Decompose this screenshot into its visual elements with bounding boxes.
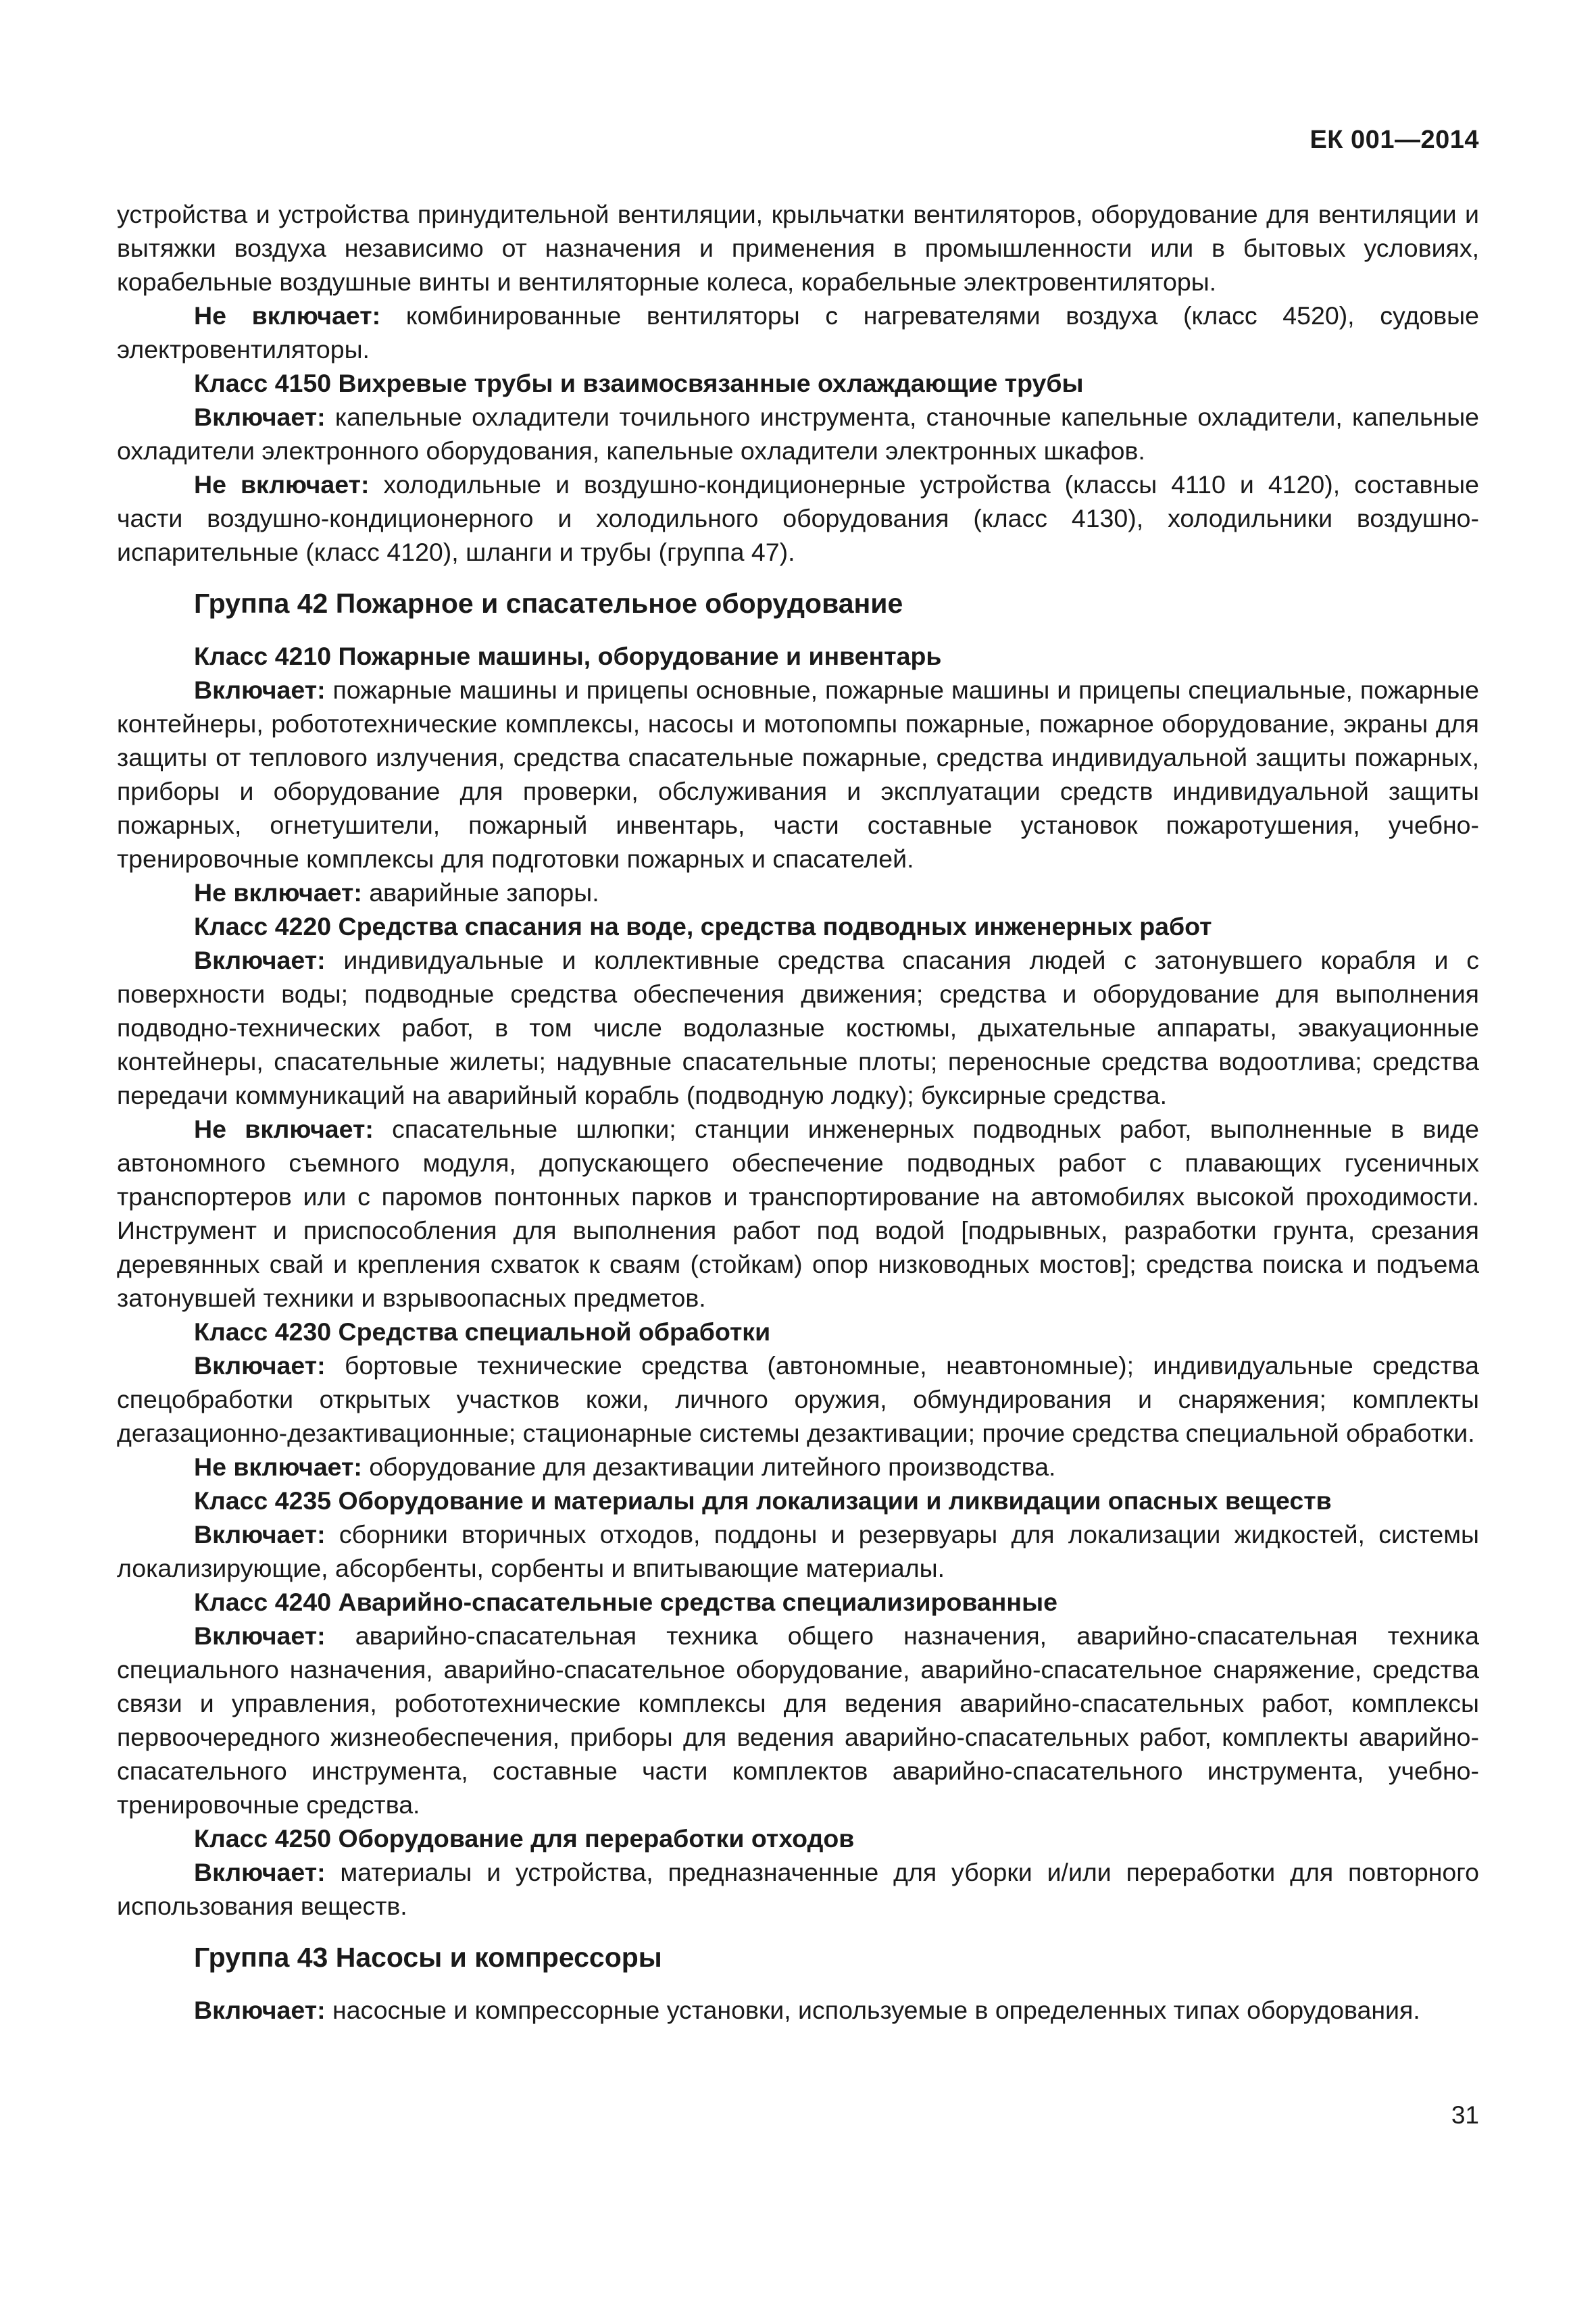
class-heading-4250: Класс 4250 Оборудование для переработки отходов (194, 1824, 855, 1853)
includes-paragraph (117, 1619, 1479, 1821)
includes-label: Включает: (194, 1520, 326, 1549)
includes-label: Включает: (194, 1996, 326, 2024)
excludes-label: Не включает: (194, 1453, 362, 1481)
includes-label: Включает: (194, 1858, 326, 1886)
page-number: 31 (1451, 2101, 1479, 2129)
includes-paragraph (117, 400, 1479, 468)
excludes-label: Не включает: (194, 301, 381, 330)
includes-label: Включает: (194, 676, 326, 704)
paragraph: устройства и устройства принудительной вентиляции, крыльчатки вентиляторов, оборудование для вентиляции и вытяжки воздуха независимо от назначения и применения в промышленности или в бытовых условиях, корабельные воздушные винты и вентиляторные колеса, корабельные электровентиляторы. (117, 200, 1479, 296)
includes-label: Включает: (194, 1351, 326, 1380)
excludes-paragraph (117, 1450, 1479, 1484)
class-heading-4235: Класс 4235 Оборудование и материалы для локализации и ликвидации опасных веществ (194, 1486, 1332, 1515)
paragraph-text: холодильные и воздушно-кондиционерные устройства (классы 4110 и 4120), составные части воздушно-кондиционерного и холодильного оборудования (класс 4130), холодильники воздушно-испарительные (класс 4120), шланги и трубы (группа 47). (117, 470, 1479, 566)
paragraph-text: комбинированные вентиляторы с нагревателями воздуха (класс 4520), судовые электровентиляторы. (117, 301, 1479, 363)
paragraph-text: капельные охладители точильного инструмента, станочные капельные охладители, капельные охладители электронного оборудования, капельные охладители электронных шкафов. (117, 403, 1479, 465)
includes-paragraph (117, 1855, 1479, 1923)
excludes-label: Не включает: (194, 470, 370, 499)
excludes-paragraph (117, 876, 1479, 909)
document-body (117, 197, 1479, 2027)
includes-paragraph (117, 673, 1479, 876)
group-heading-43: Группа 43 Насосы и компрессоры (194, 1942, 662, 1973)
excludes-paragraph (117, 299, 1479, 366)
class-heading-4210: Класс 4210 Пожарные машины, оборудование и инвентарь (194, 642, 942, 670)
document-code: ЕК 001—2014 (1310, 126, 1479, 154)
includes-paragraph (117, 1993, 1479, 2027)
includes-label: Включает: (194, 403, 326, 431)
group-heading-42: Группа 42 Пожарное и спасательное оборудование (194, 588, 903, 619)
excludes-label: Не включает: (194, 1115, 374, 1143)
paragraph-text: бортовые технические средства (автономные, неавтономные); индивидуальные средства спецобработки открытых участков кожи, личного оружия, обмундирования и снаряжения; комплекты дегазационно-дезактивационные; стационарные системы дезактивации; прочие средства специальной обработки. (117, 1351, 1479, 1447)
includes-paragraph (117, 943, 1479, 1112)
paragraph-text: аварийно-спасательная техника общего назначения, аварийно-спасательная техника специального назначения, аварийно-спасательное оборудование, аварийно-спасательное снаряжение, средства связи и управления, робототехнические комплексы для ведения аварийно-спасательных работ, комплексы первоочередного жизнеобеспечения, приборы для ведения аварийно-спасательных работ, комплекты аварийно-спасательного инструмента, составные части комплектов аварийно-спасательного инструмента, учебно-тренировочные средства. (117, 1621, 1479, 1819)
paragraph-text: насосные и компрессорные установки, используемые в определенных типах оборудования. (325, 1996, 1420, 2024)
excludes-label: Не включает: (194, 878, 362, 907)
paragraph-text: аварийные запоры. (361, 878, 599, 907)
paragraph-text: индивидуальные и коллективные средства спасания людей с затонувшего корабля и с поверхности воды; подводные средства обеспечения движения; средства и оборудование для выполнения подводно-технических работ, в том числе водолазные костюмы, дыхательные аппараты, эвакуационные контейнеры, спасательные жилеты; надувные спасательные плоты; переносные средства водоотлива; средства передачи коммуникаций на аварийный корабль (подводную лодку); буксирные средства. (117, 946, 1479, 1109)
paragraph-text: спасательные шлюпки; станции инженерных подводных работ, выполненные в виде автономного съемного модуля, допускающего обеспечение подводных работ с плавающих гусеничных транспортеров или с паромов понтонных парков и транспортирование на автомобилях высокой проходимости. Инструмент и приспособления для выполнения работ под водой [подрывных, разработки грунта, срезания деревянных свай и крепления схваток к сваям (стойкам) опор низководных мостов]; средства поиска и подъема затонувшей техники и взрывоопасных предметов. (117, 1115, 1479, 1312)
paragraph-text: сборники вторичных отходов, поддоны и резервуары для локализации жидкостей, системы локализирующие, абсорбенты, сорбенты и впитывающие материалы. (117, 1520, 1479, 1582)
includes-label: Включает: (194, 946, 326, 974)
includes-label: Включает: (194, 1621, 326, 1650)
paragraph-text: пожарные машины и прицепы основные, пожарные машины и прицепы специальные, пожарные контейнеры, робототехнические комплексы, насосы и мотопомпы пожарные, пожарное оборудование, экраны для защиты от теплового излучения, средства спасательные пожарные, средства индивидуальной защиты пожарных, приборы и оборудование для проверки, обслуживания и эксплуатации средств индивидуальной защиты пожарных, огнетушители, пожарный инвентарь, части составные установок пожаротушения, учебно-тренировочные комплексы для подготовки пожарных и спасателей. (117, 676, 1479, 873)
includes-paragraph (117, 1517, 1479, 1585)
class-heading-4240: Класс 4240 Аварийно-спасательные средства специализированные (194, 1588, 1057, 1616)
paragraph-text: материалы и устройства, предназначенные для уборки и/или переработки для повторного использования веществ. (117, 1858, 1479, 1920)
excludes-paragraph (117, 1112, 1479, 1315)
includes-paragraph (117, 1349, 1479, 1450)
paragraph-text: оборудование для дезактивации литейного производства. (361, 1453, 1056, 1481)
excludes-paragraph (117, 468, 1479, 569)
class-heading-4150: Класс 4150 Вихревые трубы и взаимосвязанные охлаждающие трубы (194, 369, 1084, 397)
class-heading-4230: Класс 4230 Средства специальной обработки (194, 1317, 771, 1346)
class-heading-4220: Класс 4220 Средства спасания на воде, средства подводных инженерных работ (194, 912, 1212, 940)
